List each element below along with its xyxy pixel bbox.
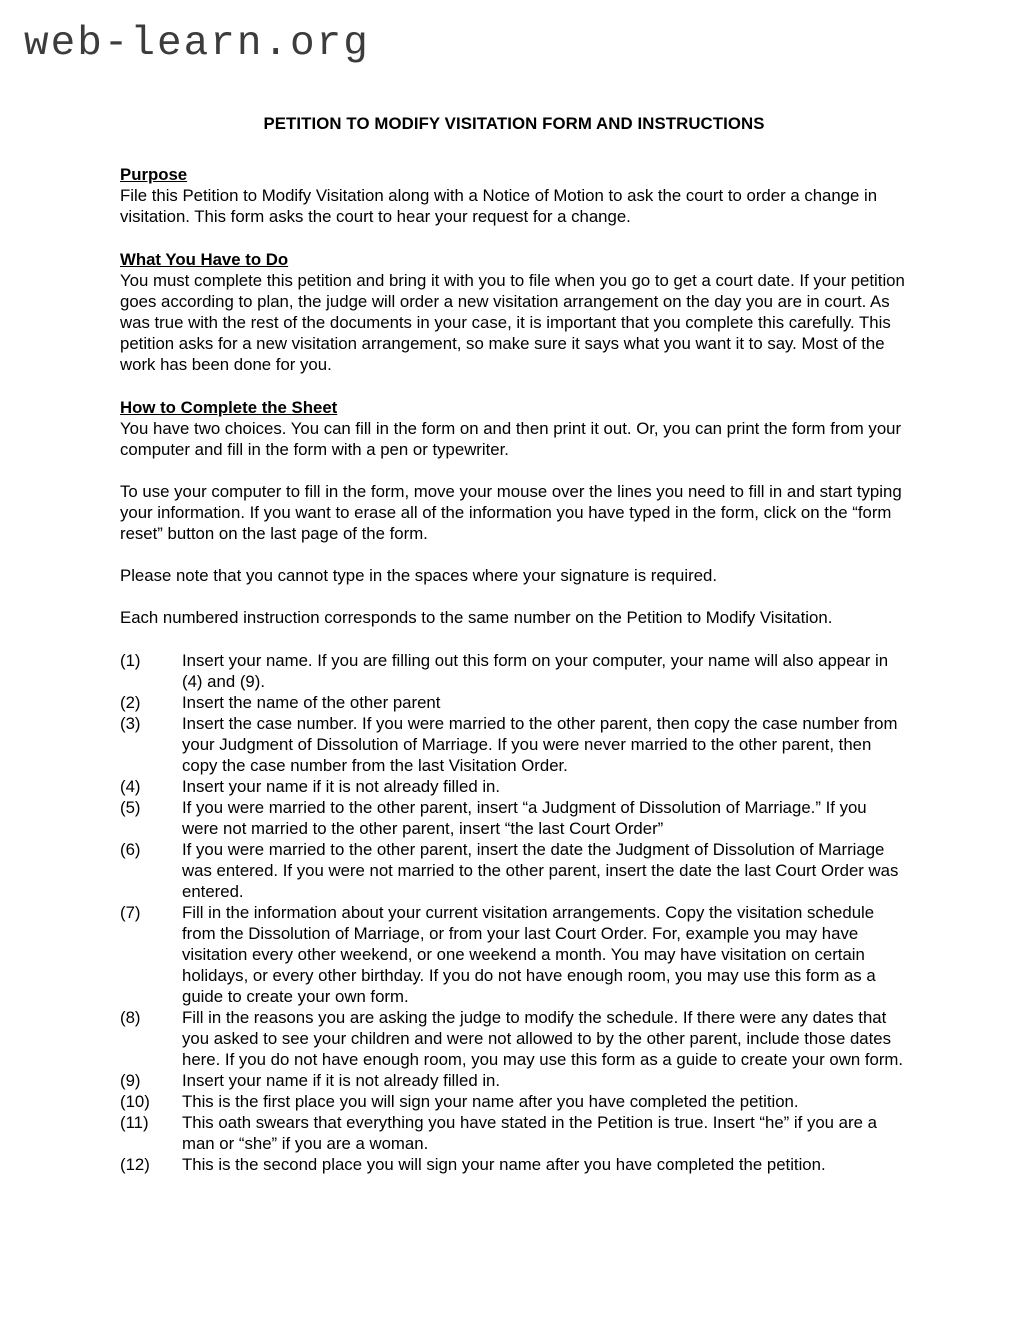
instruction-text: Fill in the reasons you are asking the judge to modify the schedule. If there were any dates that you asked to see your children and were not allowed to by the other parent, include those dates here. If you do not have enough room, you may use this form as a guide to create your own form. <box>182 1008 904 1069</box>
site-watermark: web-learn.org <box>24 21 370 67</box>
instruction-number: (5) <box>120 798 141 817</box>
instruction-text: Insert the case number. If you were married to the other parent, then copy the case number from your Judgment of Dissolution of Marriage. If you were never married to the other parent, then copy the case number from the last Visitation Order. <box>182 714 898 775</box>
instruction-item <box>120 902 908 1007</box>
section-paragraph: To use your computer to fill in the form, move your mouse over the lines you need to fill in and start typing your information. If you want to erase all of the information you have typed in the form, click on the “form reset” button on the last page of the form. <box>120 482 902 543</box>
instruction-list <box>120 650 908 1175</box>
section-paragraph: Each numbered instruction corresponds to the same number on the Petition to Modify Visitation. <box>120 608 833 627</box>
section-what-you-have-to-do <box>120 249 908 375</box>
instruction-number: (10) <box>120 1092 150 1111</box>
instruction-number: (3) <box>120 714 141 733</box>
instruction-item <box>120 650 908 692</box>
instruction-item <box>120 1007 908 1070</box>
document-body <box>120 113 908 1175</box>
section-paragraph: You must complete this petition and bring it with you to file when you go to get a court date. If your petition goes according to plan, the judge will order a new visitation arrangement on the day you are in court. As was true with the rest of the documents in your case, it is important that you complete this carefully. This petition asks for a new visitation arrangement, so make sure it says what you want it to say. Most of the work has been done for you. <box>120 271 905 374</box>
instruction-number: (8) <box>120 1008 141 1027</box>
instruction-number: (6) <box>120 840 141 859</box>
section-how-to-complete-the-sheet <box>120 397 908 628</box>
instruction-text: This is the first place you will sign your name after you have completed the petition. <box>182 1092 799 1111</box>
instruction-text: Insert your name. If you are filling out this form on your computer, your name will also appear in (4) and (9). <box>182 651 889 691</box>
instruction-text: If you were married to the other parent, insert the date the Judgment of Dissolution of Marriage was entered. If you were not married to the other parent, insert the date the last Court Order was entered. <box>182 840 899 901</box>
instruction-text: Insert your name if it is not already filled in. <box>182 777 501 796</box>
instruction-text: If you were married to the other parent, insert “a Judgment of Dissolution of Marriage.” If you were not married to the other parent, insert “the last Court Order” <box>182 798 867 838</box>
instruction-number: (12) <box>120 1155 150 1174</box>
section-paragraph: You have two choices. You can fill in the form on and then print it out. Or, you can print the form from your computer and fill in the form with a pen or typewriter. <box>120 419 902 459</box>
section-heading-how-to-complete-the-sheet: How to Complete the Sheet <box>120 398 338 417</box>
instruction-item <box>120 1091 908 1112</box>
instruction-item <box>120 1154 908 1175</box>
section-paragraph: Please note that you cannot type in the spaces where your signature is required. <box>120 566 718 585</box>
instruction-number: (1) <box>120 651 141 670</box>
page-title: PETITION TO MODIFY VISITATION FORM AND INSTRUCTIONS <box>263 114 765 133</box>
instruction-number: (4) <box>120 777 141 796</box>
instruction-item <box>120 797 908 839</box>
instruction-item <box>120 776 908 797</box>
instruction-item <box>120 1112 908 1154</box>
instruction-number: (11) <box>120 1113 149 1132</box>
instruction-text: This is the second place you will sign your name after you have completed the petition. <box>182 1155 826 1174</box>
instruction-item <box>120 713 908 776</box>
instruction-number: (9) <box>120 1071 141 1090</box>
section-heading-purpose: Purpose <box>120 165 188 184</box>
instruction-item <box>120 839 908 902</box>
instruction-text: Fill in the information about your current visitation arrangements. Copy the visitation schedule from the Dissolution of Marriage, or from your last Court Order. For, example you may have visitation every other weekend, or one weekend a month. You may have visitation on certain holidays, or every other birthday. If you do not have enough room, you may use this form as a guide to create your own form. <box>182 903 876 1006</box>
instruction-text: This oath swears that everything you have stated in the Petition is true. Insert “he” if you are a man or “she” if you are a woman. <box>182 1113 877 1153</box>
section-purpose <box>120 164 908 227</box>
instruction-text: Insert the name of the other parent <box>182 693 441 712</box>
section-paragraph: File this Petition to Modify Visitation along with a Notice of Motion to ask the court to order a change in visitation. This form asks the court to hear your request for a change. <box>120 186 878 226</box>
instruction-number: (2) <box>120 693 141 712</box>
instruction-item <box>120 692 908 713</box>
instruction-item <box>120 1070 908 1091</box>
instruction-number: (7) <box>120 903 141 922</box>
instruction-text: Insert your name if it is not already filled in. <box>182 1071 501 1090</box>
section-heading-what-you-have-to-do: What You Have to Do <box>120 250 289 269</box>
